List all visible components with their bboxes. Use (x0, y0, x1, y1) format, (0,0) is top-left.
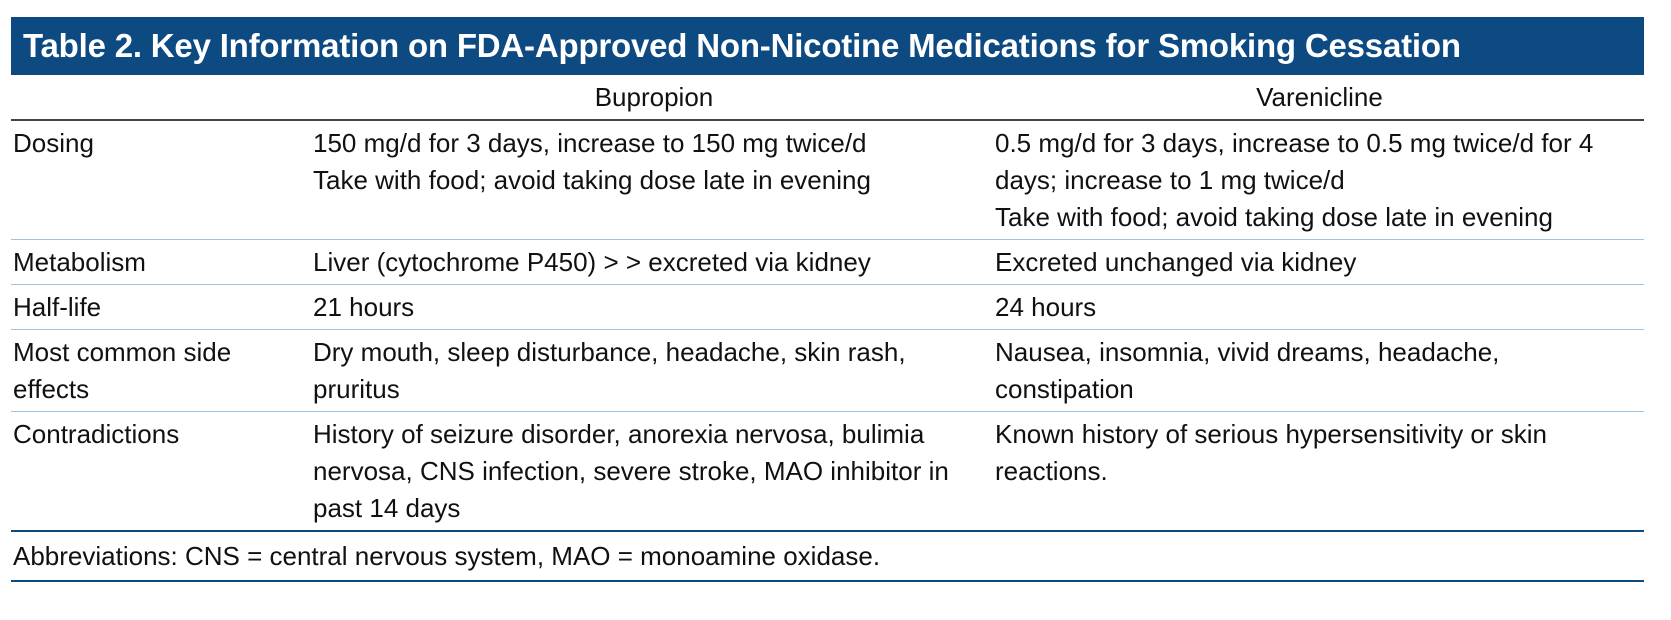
cell-varenicline: Excreted unchanged via kidney (995, 240, 1644, 285)
row-label: Dosing (11, 120, 313, 240)
row-label: Contradictions (11, 412, 313, 532)
cell-varenicline: 24 hours (995, 285, 1644, 330)
column-header-blank (11, 75, 313, 120)
cell-bupropion: History of seizure disorder, anorexia nervosa, bulimia nervosa, CNS infection, severe stroke, MAO inhibitor in past 14 days (313, 412, 995, 532)
column-header-varenicline: Varenicline (995, 75, 1644, 120)
cell-bupropion: Dry mouth, sleep disturbance, headache, skin rash, pruritus (313, 330, 995, 412)
column-header-row (11, 75, 1644, 120)
cell-varenicline: Known history of serious hypersensitivity or skin reactions. (995, 412, 1644, 532)
table-row-dosing (11, 120, 1644, 240)
table-row-half-life (11, 285, 1644, 330)
cell-varenicline: Nausea, insomnia, vivid dreams, headache, constipation (995, 330, 1644, 412)
table-row-metabolism (11, 240, 1644, 285)
table-footnote: Abbreviations: CNS = central nervous system, MAO = monoamine oxidase. (11, 532, 1644, 582)
cell-bupropion: Liver (cytochrome P450) > > excreted via kidney (313, 240, 995, 285)
table-row-contradictions (11, 412, 1644, 532)
table-row-side-effects (11, 330, 1644, 412)
table-title: Table 2. Key Information on FDA-Approved Non-Nicotine Medications for Smoking Cessation (11, 17, 1644, 75)
cell-bupropion: 21 hours (313, 285, 995, 330)
row-label: Half-life (11, 285, 313, 330)
medication-table-figure (11, 17, 1644, 582)
medication-table (11, 75, 1644, 532)
column-header-bupropion: Bupropion (313, 75, 995, 120)
cell-bupropion: 150 mg/d for 3 days, increase to 150 mg twice/d Take with food; avoid taking dose late in evening (313, 120, 995, 240)
row-label: Metabolism (11, 240, 313, 285)
row-label: Most common side effects (11, 330, 313, 412)
cell-varenicline: 0.5 mg/d for 3 days, increase to 0.5 mg twice/d for 4 days; increase to 1 mg twice/d Take with food; avoid taking dose late in evening (995, 120, 1644, 240)
